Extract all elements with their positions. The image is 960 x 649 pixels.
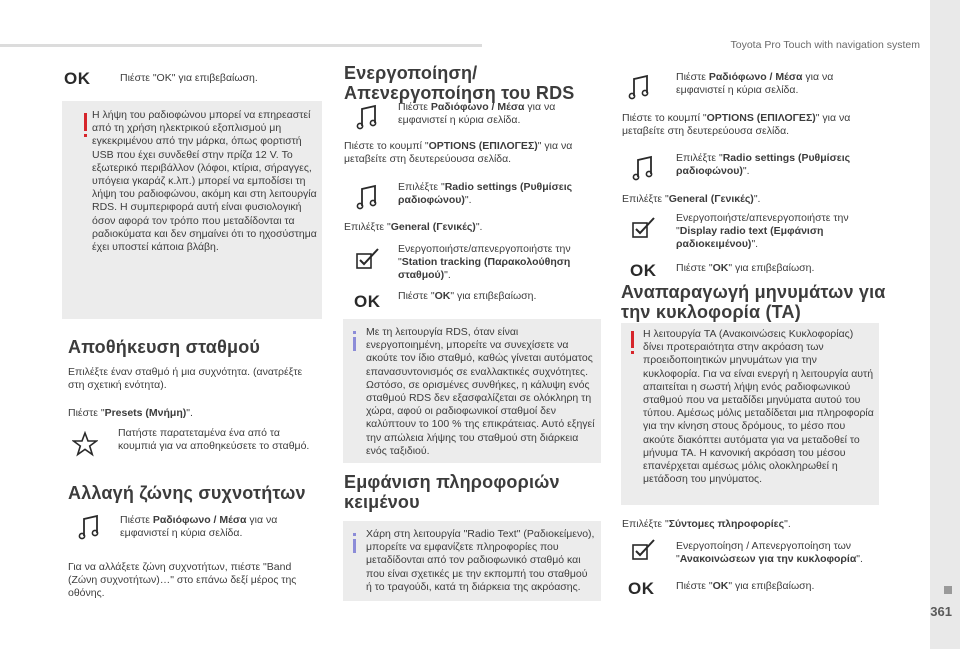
section-title-store-station: Αποθήκευση σταθμού: [68, 337, 261, 357]
info-icon: [353, 539, 356, 553]
rds-step-radio: Πιέστε Ραδιόφωνο / Μέσα για να εμφανιστεί η κύρια σελίδα.: [398, 101, 556, 127]
warning-icon: [631, 331, 634, 348]
star-icon: [72, 431, 98, 457]
music-note-icon: [628, 74, 650, 100]
music-note-icon: [356, 184, 378, 210]
store-intro: Επιλέξτε έναν σταθμό ή μια συχνότητα. (ανατρέξτε στη σχετική ενότητα).: [68, 366, 303, 392]
running-header: Toyota Pro Touch with navigation system: [730, 39, 920, 51]
ta-options: Πιέστε το κουμπί "OPTIONS (ΕΠΙΛΟΓΕΣ)" για να μεταβείτε στη δευτερεύουσα σελίδα.: [622, 112, 851, 138]
ta-warning-text: Η λειτουργία TA (Ανακοινώσεις Κυκλοφορίας) δίνει προτεραιότητα στην ακρόαση των προειδοποιητικών μηνυμάτων για την κυκλοφορία. Για να είναι ενεργή η λειτουργία αυτή απαιτείται η σωστή λήψη ενός ραδιοφωνικού σταθμού που να μεταδίδει μηνύματα αυτού του τύπου. Αμέσως μόλις μεταδίδεται μια πληροφορία για την κίνηση στους δρόμους, το μέσο που ακούτε διακόπτει αυτόματα για να μεταδοθεί το μήνυμα TA. Η κανονική ακρόαση του μέσου επανέρχεται αμέσως μόλις ολοκληρωθεί η μετάδοση του μηνύματος.: [643, 328, 874, 486]
ta-toggle-step: Ενεργοποίηση / Απενεργοποίηση των "Ανακοινώσεων για την κυκλοφορία".: [676, 540, 863, 566]
display-radio-text-step: Ενεργοποιήστε/απενεργοποιήστε την "Display radio text (Εμφάνιση ραδιοκειμένου)".: [676, 212, 849, 251]
ok-icon: OK: [354, 292, 381, 311]
rds-station-tracking: Ενεργοποιήστε/απενεργοποιήστε την "Station tracking (Παρακολούθηση σταθμού)".: [398, 243, 571, 282]
checkbox-icon: [356, 248, 380, 270]
section-title-rds: Ενεργοποίηση/ Απενεργοποίηση του RDS: [344, 63, 575, 103]
warning-note-text: Η λήψη του ραδιοφώνου μπορεί να επηρεαστεί από τη χρήση ηλεκτρικού εξοπλισμού μη εγκεκριμένου από την μάρκα, όπως φορτιστή USB που έχει συνδεθεί στην πρίζα 12 V. Το εξωτερικό περιβάλλον (λόφοι, κτίρια, σήραγγες, υπόγεια γκαράζ κ.λπ.) μπορεί να εμποδίσει τη λήψη του ραδιοφώνου, ακόμη και στη λειτουργία RDS. Η συμπεριφορά αυτή είναι φυσιολογική όσον αφορά τον τρόπο που μεταδίδονται τα ραδιοκύματα και δεν σημαίνει ότι το ηχοσύστημα έχει υποστεί κάποια βλάβη.: [92, 109, 317, 254]
info-icon-dot: [353, 533, 356, 536]
warning-icon: [84, 113, 87, 131]
warning-icon-dot: [631, 351, 634, 354]
music-note-icon: [356, 104, 378, 130]
ok-icon: OK: [64, 69, 91, 88]
ok-confirm-step: Πιέστε "OK" για επιβεβαίωση.: [676, 262, 815, 274]
ok-icon: OK: [628, 579, 655, 598]
page-edge-strip: [930, 0, 960, 649]
radio-text-info-text: Χάρη στη λειτουργία "Radio Text" (Ραδιοκείμενο), μπορείτε να εμφανίζετε πληροφορίες που μεταδίδονται από τον ραδιοφωνικό σταθμό και που είναι σχετικές με την εκπομπή του σταθμού ή το τραγούδι, κατά τη διάρκεια της ακρόασης.: [366, 528, 595, 593]
store-star-step: Πατήστε παρατεταμένα ένα από τα κουμπιά για να αποθηκεύσετε το σταθμό.: [118, 427, 310, 453]
section-title-band: Αλλαγή ζώνης συχνοτήτων: [68, 483, 306, 503]
info-icon: [353, 337, 356, 351]
music-note-icon: [78, 514, 100, 540]
store-press-presets: Πιέστε "Presets (Μνήμη)".: [68, 407, 193, 419]
radio-text-info-note-box: [343, 521, 601, 601]
warning-icon-dot: [84, 134, 87, 137]
rds-general: Επιλέξτε "General (Γενικές)".: [344, 221, 483, 233]
ta-general: Επιλέξτε "General (Γενικές)".: [622, 193, 761, 205]
checkbox-icon: [632, 217, 656, 239]
page-end-marker: [944, 586, 952, 594]
music-note-icon: [632, 155, 654, 181]
ta-warning-note-box: [621, 323, 879, 505]
band-step: Πιέστε Ραδιόφωνο / Μέσα για να εμφανιστεί η κύρια σελίδα.: [120, 514, 278, 540]
warning-note-box: [62, 101, 322, 319]
ok-confirm-step-2: Πιέστε "OK" για επιβεβαίωση.: [676, 580, 815, 592]
section-title-radio-text: Εμφάνιση πληροφοριών κειμένου: [344, 472, 560, 512]
band-outro: Για να αλλάξετε ζώνη συχνοτήτων, πιέστε "Band (Ζώνη συχνοτήτων)…" στο επάνω δεξί μέρος της οθόνης.: [68, 561, 297, 600]
rds-info-text: Με τη λειτουργία RDS, όταν είναι ενεργοποιημένη, μπορείτε να συνεχίσετε να ακούτε τον ίδιο σταθμό, καθώς γίνεται αυτόματος επανασυντονισμός σε εναλλακτικές συχνότητες. Ωστόσο, σε ορισμένες συνθήκες, η κάλυψη ενός σταθμού RDS δεν εξασφαλίζεται σε ολόκληρη τη χώρα, αφού οι ραδιοφωνικοί σταθμοί δεν καλύπτουν το 100 % της επικράτειας. Αυτό εξηγεί την απώλεια λήψης του σταθμού στη διάρκεια ενός ταξιδιού.: [366, 326, 595, 457]
checkbox-icon: [632, 539, 656, 561]
rds-ok-step: Πιέστε "OK" για επιβεβαίωση.: [398, 290, 537, 302]
ta-shortcuts: Επιλέξτε "Σύντομες πληροφορίες".: [622, 518, 791, 530]
rds-options: Πιέστε το κουμπί "OPTIONS (ΕΠΙΛΟΓΕΣ)" για να μεταβείτε στη δευτερεύουσα σελίδα.: [344, 140, 573, 166]
section-title-traffic-announcements: Αναπαραγωγή μηνυμάτων για την κυκλοφορία (TA): [621, 282, 886, 322]
ok-icon: OK: [630, 261, 657, 280]
ta-step-radio: Πιέστε Ραδιόφωνο / Μέσα για να εμφανιστεί η κύρια σελίδα.: [676, 71, 834, 97]
ok-step: Πιέστε "OK" για επιβεβαίωση.: [120, 72, 258, 84]
header-rule: [0, 44, 482, 47]
ta-radio-settings: Επιλέξτε "Radio settings (Ρυθμίσεις ραδιοφώνου)".: [676, 152, 851, 178]
page-number: 361: [930, 604, 952, 619]
rds-info-note-box: [343, 319, 601, 463]
info-icon-dot: [353, 331, 356, 334]
rds-radio-settings: Επιλέξτε "Radio settings (Ρυθμίσεις ραδιοφώνου)".: [398, 181, 573, 207]
